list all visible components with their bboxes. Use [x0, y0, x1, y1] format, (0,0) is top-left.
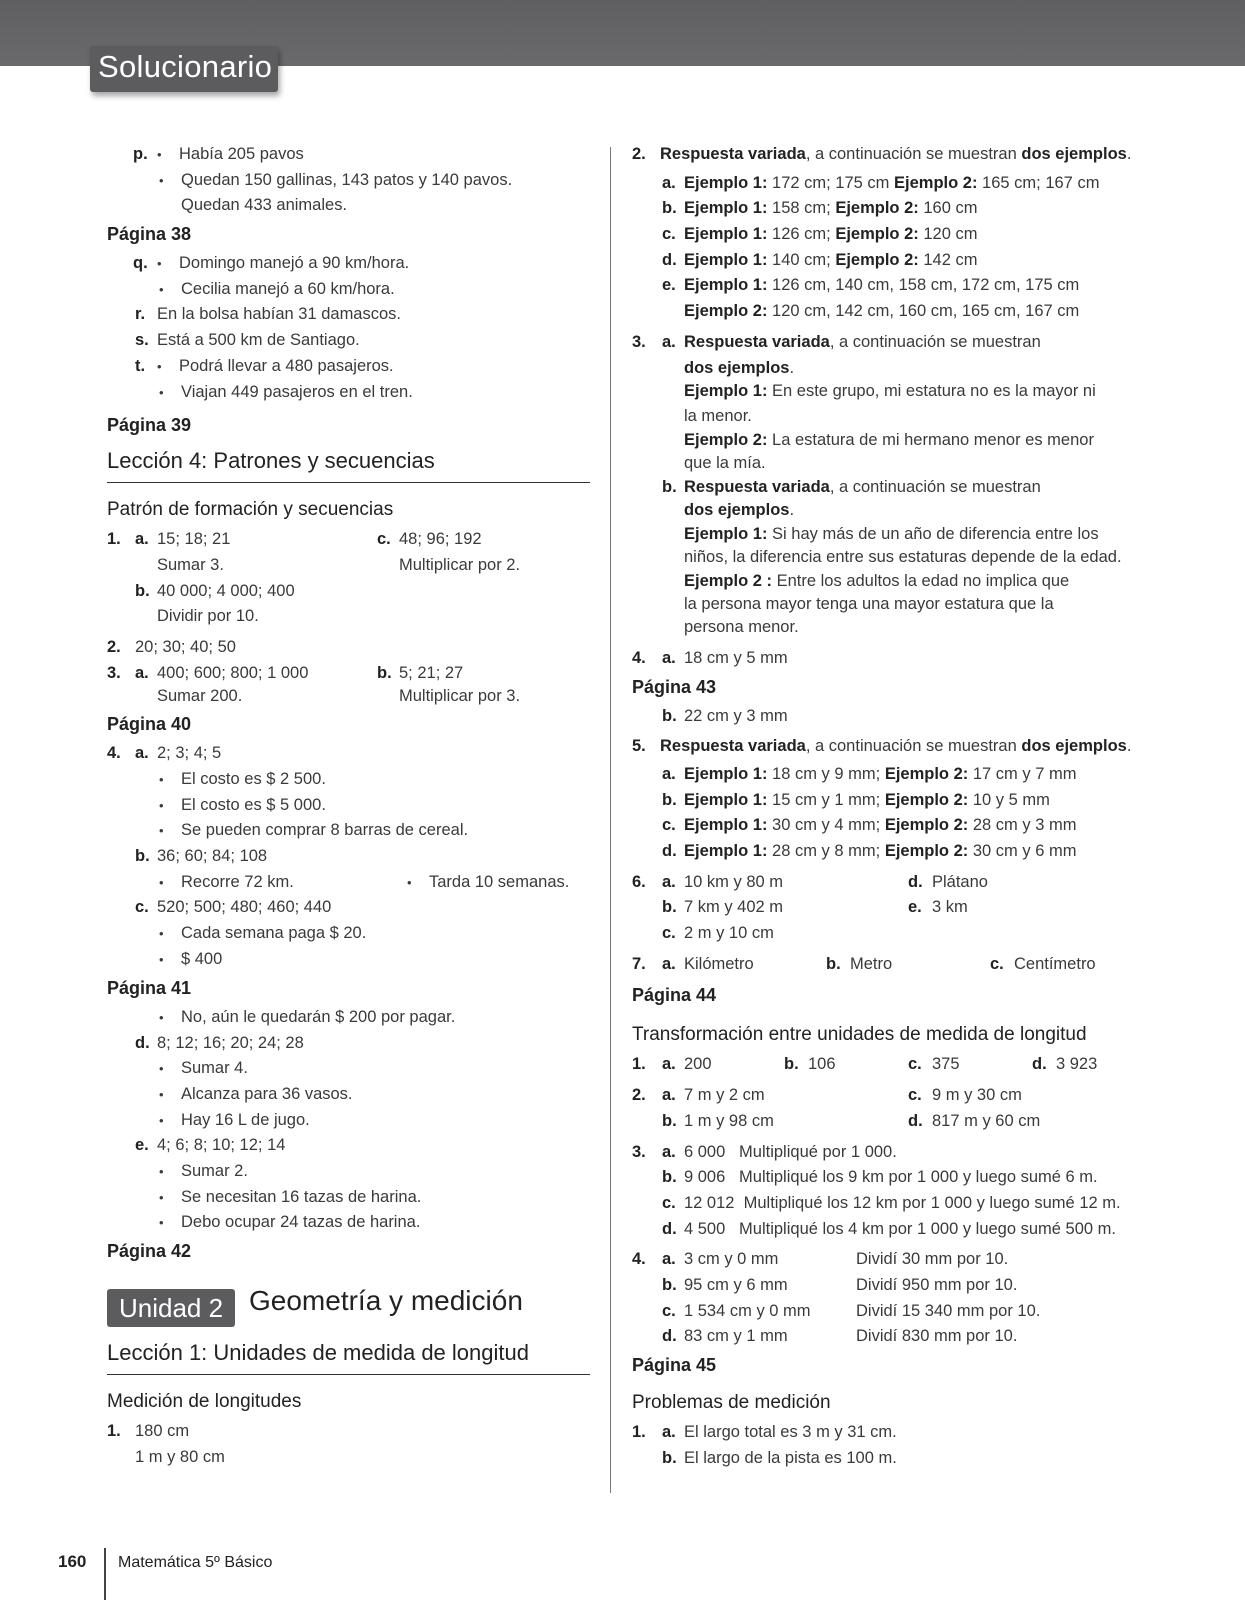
answer-row — [632, 1140, 1112, 1166]
answer-text: 2; 3; 4; 5 — [157, 744, 222, 763]
answer-row: b. Ejemplo 1: 158 cm; Ejemplo 2: 160 cm — [632, 196, 1112, 222]
answer-text: 7 m y 2 cm — [684, 1086, 765, 1105]
answer-text: Tarda 10 semanas. — [429, 872, 570, 891]
item-label: a. — [662, 1086, 676, 1105]
bullet: • — [157, 147, 162, 162]
item-label: d. — [1032, 1055, 1047, 1074]
answer-row — [632, 592, 1112, 615]
item-label: e. — [135, 1136, 149, 1155]
answer-row: Ejemplo 2 : Entre los adultos la edad no implica que — [684, 572, 1070, 591]
item-label: c. — [908, 1086, 922, 1105]
bullet: • — [159, 772, 164, 787]
answer-text: 10 km y 80 m — [684, 872, 784, 891]
item-number: 1. — [107, 530, 121, 549]
item-label: b. — [662, 706, 677, 725]
item-label: q. — [133, 254, 148, 273]
bullet: • — [159, 1009, 164, 1025]
item-label: c. — [908, 1055, 922, 1074]
bullet: • — [159, 1189, 164, 1205]
answer-text: 9 m y 30 cm — [932, 1086, 1022, 1105]
answer-text: 83 cm y 1 mm — [684, 1327, 788, 1346]
answer-row — [107, 1133, 590, 1159]
right-column — [632, 142, 1132, 1471]
item-label: a. — [662, 1055, 676, 1074]
page-heading: Página 38 — [107, 224, 192, 245]
answer-row — [107, 277, 590, 303]
lesson-heading: Lección 4: Patrones y secuencias — [107, 448, 590, 483]
item-number: 4. — [632, 1250, 646, 1269]
answer-text: niños, la diferencia entre sus estaturas depende de la edad. — [684, 548, 1122, 567]
item-label: b. — [662, 790, 677, 809]
item-label: a. — [662, 1250, 676, 1269]
answer-text: persona menor. — [684, 618, 799, 637]
bullet: • — [157, 358, 162, 374]
answer-row: a. Ejemplo 1: 172 cm; 175 cm Ejemplo 2: 165 cm; 167 cm — [632, 171, 1112, 197]
subsection-heading: Transformación entre unidades de medida de longitud — [632, 1024, 1087, 1046]
answer-text: Quedan 150 gallinas, 143 patos y 140 pavos. — [181, 170, 513, 189]
page-heading: Página 44 — [632, 985, 717, 1006]
bullet: • — [159, 172, 164, 188]
column-divider — [610, 147, 611, 1493]
item-number: 4. — [107, 744, 121, 763]
page-heading: Página 41 — [107, 977, 192, 998]
answer-text: 4; 6; 8; 10; 12; 14 — [157, 1136, 286, 1155]
bullet: • — [159, 1086, 164, 1102]
answer-text: 3 923 — [1056, 1055, 1098, 1074]
item-label: a. — [662, 173, 676, 192]
answer-text: El costo es $ 5 000. — [181, 795, 326, 814]
answer-row: b. Respuesta variada, a continuación se muestran — [632, 475, 1112, 498]
answer-row — [107, 553, 590, 579]
bullet: • — [159, 926, 164, 942]
answer-row: dos ejemplos. — [684, 501, 795, 520]
answer-text: Está a 500 km de Santiago. — [157, 331, 360, 350]
page-number: 160 — [58, 1552, 87, 1571]
answer-text: 817 m y 60 cm — [932, 1111, 1041, 1130]
answer-row — [107, 1159, 590, 1185]
answer-row — [632, 1083, 1112, 1109]
footer-divider — [104, 1548, 106, 1600]
unit-title: Geometría y medición — [249, 1285, 523, 1316]
item-label: c. — [662, 1193, 676, 1212]
answer-row — [107, 661, 590, 684]
answer-row — [107, 579, 590, 605]
answer-text: 22 cm y 3 mm — [684, 706, 788, 725]
item-label: a. — [662, 1142, 676, 1161]
answer-row — [107, 844, 590, 870]
answer-row — [107, 684, 590, 710]
answer-row — [107, 251, 590, 277]
bullet: • — [159, 874, 164, 890]
answer-row — [107, 527, 590, 553]
answer-row — [107, 921, 590, 947]
answer-row: 2. Respuesta variada, a continuación se muestran dos ejemplos. — [632, 142, 1112, 168]
answer-text: Se necesitan 16 tazas de harina. — [181, 1187, 422, 1206]
answer-row — [632, 615, 1112, 641]
answer-text: Había 205 pavos — [179, 145, 304, 163]
answer-row: e. Ejemplo 1: 126 cm, 140 cm, 158 cm, 172 cm, 175 cm — [632, 273, 1112, 299]
item-label: e. — [662, 276, 676, 295]
answer-row — [107, 635, 590, 661]
answer-row: c. Ejemplo 1: 30 cm y 4 mm; Ejemplo 2: 28 cm y 3 mm — [632, 813, 1112, 839]
answer-text: 36; 60; 84; 108 — [157, 847, 268, 866]
answer-text: 3 km — [932, 898, 968, 917]
section-title: Solucionario — [98, 49, 273, 84]
answer-text: Sumar 3. — [157, 555, 224, 574]
bullet: • — [407, 874, 412, 890]
answer-text: Multiplicar por 2. — [399, 555, 521, 574]
answer-text: Hay 16 L de jugo. — [181, 1110, 310, 1129]
answer-text: Dividí 830 mm por 10. — [856, 1327, 1018, 1346]
answer-text: 7 km y 402 m — [684, 898, 784, 917]
answer-text: Alcanza para 36 vasos. — [181, 1084, 353, 1103]
item-label: a. — [135, 530, 149, 549]
item-label: b. — [662, 1111, 677, 1130]
answer-row — [107, 354, 590, 380]
answer-text: 18 cm y 5 mm — [684, 648, 788, 667]
bullet: • — [159, 1112, 164, 1128]
answer-row — [632, 704, 1112, 730]
item-label: b. — [662, 1448, 677, 1467]
answer-row — [632, 1446, 1112, 1472]
answer-text: Multiplicar por 3. — [399, 686, 521, 705]
answer-text: que la mía. — [684, 454, 766, 473]
answer-text: 520; 500; 480; 460; 440 — [157, 898, 332, 917]
answer-row — [107, 1056, 590, 1082]
answer-text: la menor. — [684, 407, 752, 426]
answer-text: Domingo manejó a 90 km/hora. — [179, 254, 410, 273]
answer-text: Dividir por 10. — [157, 607, 259, 626]
item-label: d. — [135, 1033, 150, 1052]
item-label: a. — [135, 663, 149, 682]
answer-row — [107, 1082, 590, 1108]
item-label: b. — [662, 1168, 677, 1187]
item-label: b. — [826, 954, 841, 973]
item-label: c. — [662, 1301, 676, 1320]
item-label: d. — [908, 1111, 923, 1130]
item-label: b. — [662, 199, 677, 218]
item-label: d. — [662, 842, 677, 860]
subsection-heading: Medición de longitudes — [107, 1391, 302, 1412]
answer-text: 1 534 cm y 0 mm — [684, 1301, 811, 1320]
answer-row — [632, 404, 1112, 428]
answer-text: Sumar 4. — [181, 1059, 248, 1078]
item-label: b. — [135, 581, 150, 600]
answer-text: Dividí 950 mm por 10. — [856, 1275, 1018, 1294]
bullet: • — [159, 823, 164, 839]
subsection-heading: Patrón de formación y secuencias — [107, 499, 394, 521]
item-label: e. — [908, 898, 922, 917]
bullet: • — [159, 1215, 164, 1231]
item-label: t. — [135, 356, 146, 375]
item-label: s. — [135, 331, 149, 350]
item-label: c. — [135, 898, 149, 917]
answer-row — [632, 1191, 1121, 1217]
answer-row: c. Ejemplo 1: 126 cm; Ejemplo 2: 120 cm — [632, 222, 1112, 248]
answer-text: Cada semana paga $ 20. — [181, 924, 367, 943]
answer-text: En la bolsa habían 31 damascos. — [157, 305, 401, 324]
answer-text: Recorre 72 km. — [181, 872, 294, 891]
answer-row — [632, 921, 1112, 947]
item-label: d. — [662, 1327, 677, 1346]
answer-text: 375 — [932, 1055, 960, 1074]
answer-row — [107, 328, 590, 354]
answer-text: No, aún le quedarán $ 200 por pagar. — [181, 1007, 456, 1026]
answer-row — [107, 380, 590, 406]
bullet: • — [157, 256, 162, 272]
item-label: b. — [135, 847, 150, 866]
section-banner — [90, 46, 278, 92]
item-number: 4. — [632, 648, 646, 667]
item-label: c. — [377, 530, 391, 549]
answer-text: la persona mayor tenga una mayor estatura que la — [684, 595, 1054, 614]
answer-row — [107, 947, 590, 973]
answer-row: a. Ejemplo 1: 18 cm y 9 mm; Ejemplo 2: 17 cm y 7 mm — [632, 762, 1112, 788]
answer-row — [107, 767, 590, 793]
item-number: 2. — [107, 637, 121, 656]
bullet: • — [159, 1163, 164, 1179]
answer-row — [107, 1005, 590, 1031]
bullet: • — [159, 1061, 164, 1077]
answer-text: 1 m y 98 cm — [684, 1111, 774, 1130]
book-title: Matemática 5º Básico — [118, 1554, 273, 1571]
answer-text: Centímetro — [1014, 954, 1096, 973]
lesson-heading: Lección 1: Unidades de medida de longitud — [107, 1340, 590, 1375]
answer-row: 5. Respuesta variada, a continuación se muestran dos ejemplos. — [632, 734, 1112, 760]
answer-text: 4 500 Multipliqué los 4 km por 1 000 y luego sumé 500 m. — [684, 1219, 1116, 1238]
item-number: 7. — [632, 954, 646, 973]
answer-row — [107, 741, 590, 767]
answer-row — [632, 1247, 1112, 1273]
answer-text: 48; 96; 192 — [399, 530, 482, 549]
item-number: 3. — [107, 663, 121, 682]
left-column — [107, 142, 590, 1470]
answer-text: Sumar 200. — [157, 686, 243, 705]
item-label: a. — [662, 872, 676, 891]
bullet: • — [159, 797, 164, 813]
answer-text: 6 000 Multipliqué por 1 000. — [684, 1142, 897, 1161]
answer-text: Kilómetro — [684, 954, 754, 973]
item-label: a. — [662, 1423, 676, 1441]
answer-row — [107, 1185, 590, 1211]
answer-text: Dividí 15 340 mm por 10. — [856, 1301, 1041, 1320]
item-number: 2. — [632, 1086, 646, 1105]
answer-row: Ejemplo 2: La estatura de mi hermano menor es menor — [684, 431, 1094, 450]
answer-row — [632, 1165, 1112, 1191]
answer-row — [107, 142, 590, 168]
answer-row: d. Ejemplo 1: 140 cm; Ejemplo 2: 142 cm — [632, 248, 1112, 274]
item-label: a. — [662, 954, 676, 973]
answer-text: El largo total es 3 m y 31 cm. — [684, 1423, 897, 1441]
answer-text: 40 000; 4 000; 400 — [157, 581, 295, 600]
answer-text: $ 400 — [181, 949, 223, 968]
answer-text: 1 m y 80 cm — [135, 1447, 225, 1466]
answer-row: Ejemplo 1: En este grupo, mi estatura no es la mayor ni — [684, 381, 1096, 400]
item-label: d. — [662, 1219, 677, 1238]
item-number: 5. — [632, 737, 646, 756]
answer-row — [107, 168, 590, 194]
item-label: c. — [662, 225, 676, 244]
item-number: 3. — [632, 332, 646, 351]
answer-row — [632, 1273, 1112, 1299]
answer-text: Metro — [850, 954, 893, 973]
answer-text: Se pueden comprar 8 barras de cereal. — [181, 821, 469, 840]
answer-text: 15; 18; 21 — [157, 530, 231, 549]
answer-text: 106 — [808, 1055, 836, 1074]
answer-row — [107, 1210, 590, 1236]
answer-row — [107, 793, 590, 819]
item-label: c. — [662, 924, 676, 943]
item-label: d. — [662, 250, 677, 269]
unit-heading — [107, 1286, 590, 1334]
answer-row — [107, 193, 590, 219]
answer-row — [632, 646, 1112, 672]
answer-row — [632, 1217, 1116, 1243]
item-label: r. — [135, 305, 146, 324]
item-label: b. — [662, 898, 677, 917]
item-label: a. — [135, 744, 149, 763]
answer-row: d. Ejemplo 1: 28 cm y 8 mm; Ejemplo 2: 30 cm y 6 mm — [632, 839, 1112, 865]
answer-row — [107, 870, 590, 896]
item-label: b. — [784, 1055, 799, 1074]
item-number: 6. — [632, 872, 646, 891]
item-label: b. — [377, 663, 392, 682]
answer-row — [107, 895, 590, 921]
item-label: d. — [908, 872, 923, 891]
answer-row — [632, 1052, 1112, 1078]
item-label: p. — [133, 145, 148, 163]
answer-row — [632, 870, 1112, 896]
bullet: • — [159, 281, 164, 297]
item-label: b. — [662, 478, 677, 497]
page-heading: Página 43 — [632, 676, 717, 697]
item-label: b. — [662, 1275, 677, 1294]
answer-text: Viajan 449 pasajeros en el tren. — [181, 382, 413, 401]
bullet: • — [159, 951, 164, 967]
answer-text: 8; 12; 16; 20; 24; 28 — [157, 1033, 304, 1052]
answer-text: Dividí 30 mm por 10. — [856, 1250, 1009, 1269]
item-number: 1. — [632, 1055, 646, 1074]
answer-text: El largo de la pista es 100 m. — [684, 1448, 897, 1467]
answer-text: 20; 30; 40; 50 — [135, 637, 236, 656]
answer-text: Podrá llevar a 480 pasajeros. — [179, 356, 394, 375]
subsection-heading: Problemas de medición — [632, 1392, 831, 1413]
answer-row — [107, 1031, 590, 1057]
item-label: a. — [662, 648, 676, 667]
answer-text: 400; 600; 800; 1 000 — [157, 663, 309, 682]
answer-text: 9 006 Multipliqué los 9 km por 1 000 y luego sumé 6 m. — [684, 1168, 1098, 1187]
page-heading: Página 40 — [107, 714, 192, 735]
item-label: a. — [662, 332, 676, 351]
page-heading: Página 39 — [107, 415, 192, 436]
answer-text: Quedan 433 animales. — [181, 196, 348, 215]
answer-text: Sumar 2. — [181, 1161, 248, 1180]
answer-row — [632, 1299, 1112, 1325]
answer-row — [632, 451, 1112, 475]
answer-row: 3. a. Respuesta variada, a continuación se muestran — [632, 330, 1112, 356]
answer-text: 2 m y 10 cm — [684, 924, 774, 943]
page-heading: Página 42 — [107, 1241, 192, 1261]
item-number: 1. — [632, 1423, 646, 1441]
item-label: c. — [990, 954, 1004, 973]
answer-row — [107, 818, 590, 844]
item-label: a. — [662, 764, 676, 783]
answer-row — [632, 1109, 1112, 1135]
item-label: c. — [662, 816, 676, 835]
page-heading: Página 45 — [632, 1355, 717, 1375]
answer-text: Cecilia manejó a 60 km/hora. — [181, 279, 395, 298]
answer-text: El costo es $ 2 500. — [181, 770, 326, 788]
unit-badge: Unidad 2 — [107, 1289, 235, 1327]
answer-row — [107, 604, 590, 630]
answer-row — [632, 545, 1122, 569]
answer-text: 12 012 Multipliqué los 12 km por 1 000 y luego sumé 12 m. — [684, 1193, 1121, 1212]
answer-row — [107, 1419, 590, 1445]
answer-text: 95 cm y 6 mm — [684, 1275, 788, 1294]
answer-row: Ejemplo 1: Si hay más de un año de diferencia entre los — [684, 525, 1099, 544]
answer-row: dos ejemplos. — [684, 358, 795, 377]
answer-row — [632, 952, 1112, 978]
answer-row — [107, 1108, 590, 1134]
answer-row: b. Ejemplo 1: 15 cm y 1 mm; Ejemplo 2: 10 y 5 mm — [632, 788, 1112, 814]
answer-row — [632, 1324, 1112, 1350]
item-number: 3. — [632, 1142, 646, 1161]
answer-row — [632, 895, 1112, 921]
answer-text: 5; 21; 27 — [399, 663, 464, 682]
answer-text: Plátano — [932, 872, 988, 891]
answer-text: Debo ocupar 24 tazas de harina. — [181, 1213, 421, 1232]
answer-text: 200 — [684, 1055, 712, 1074]
item-number: 2. — [632, 145, 646, 163]
item-number: 1. — [107, 1422, 121, 1440]
answer-text: 3 cm y 0 mm — [684, 1250, 779, 1269]
answer-row — [632, 1420, 1112, 1446]
bullet: • — [159, 384, 164, 400]
answer-row — [107, 302, 590, 328]
answer-text: 180 cm — [135, 1422, 190, 1440]
answer-row — [107, 1445, 590, 1471]
answer-row: Ejemplo 2: 120 cm, 142 cm, 160 cm, 165 cm, 167 cm — [684, 302, 1080, 321]
